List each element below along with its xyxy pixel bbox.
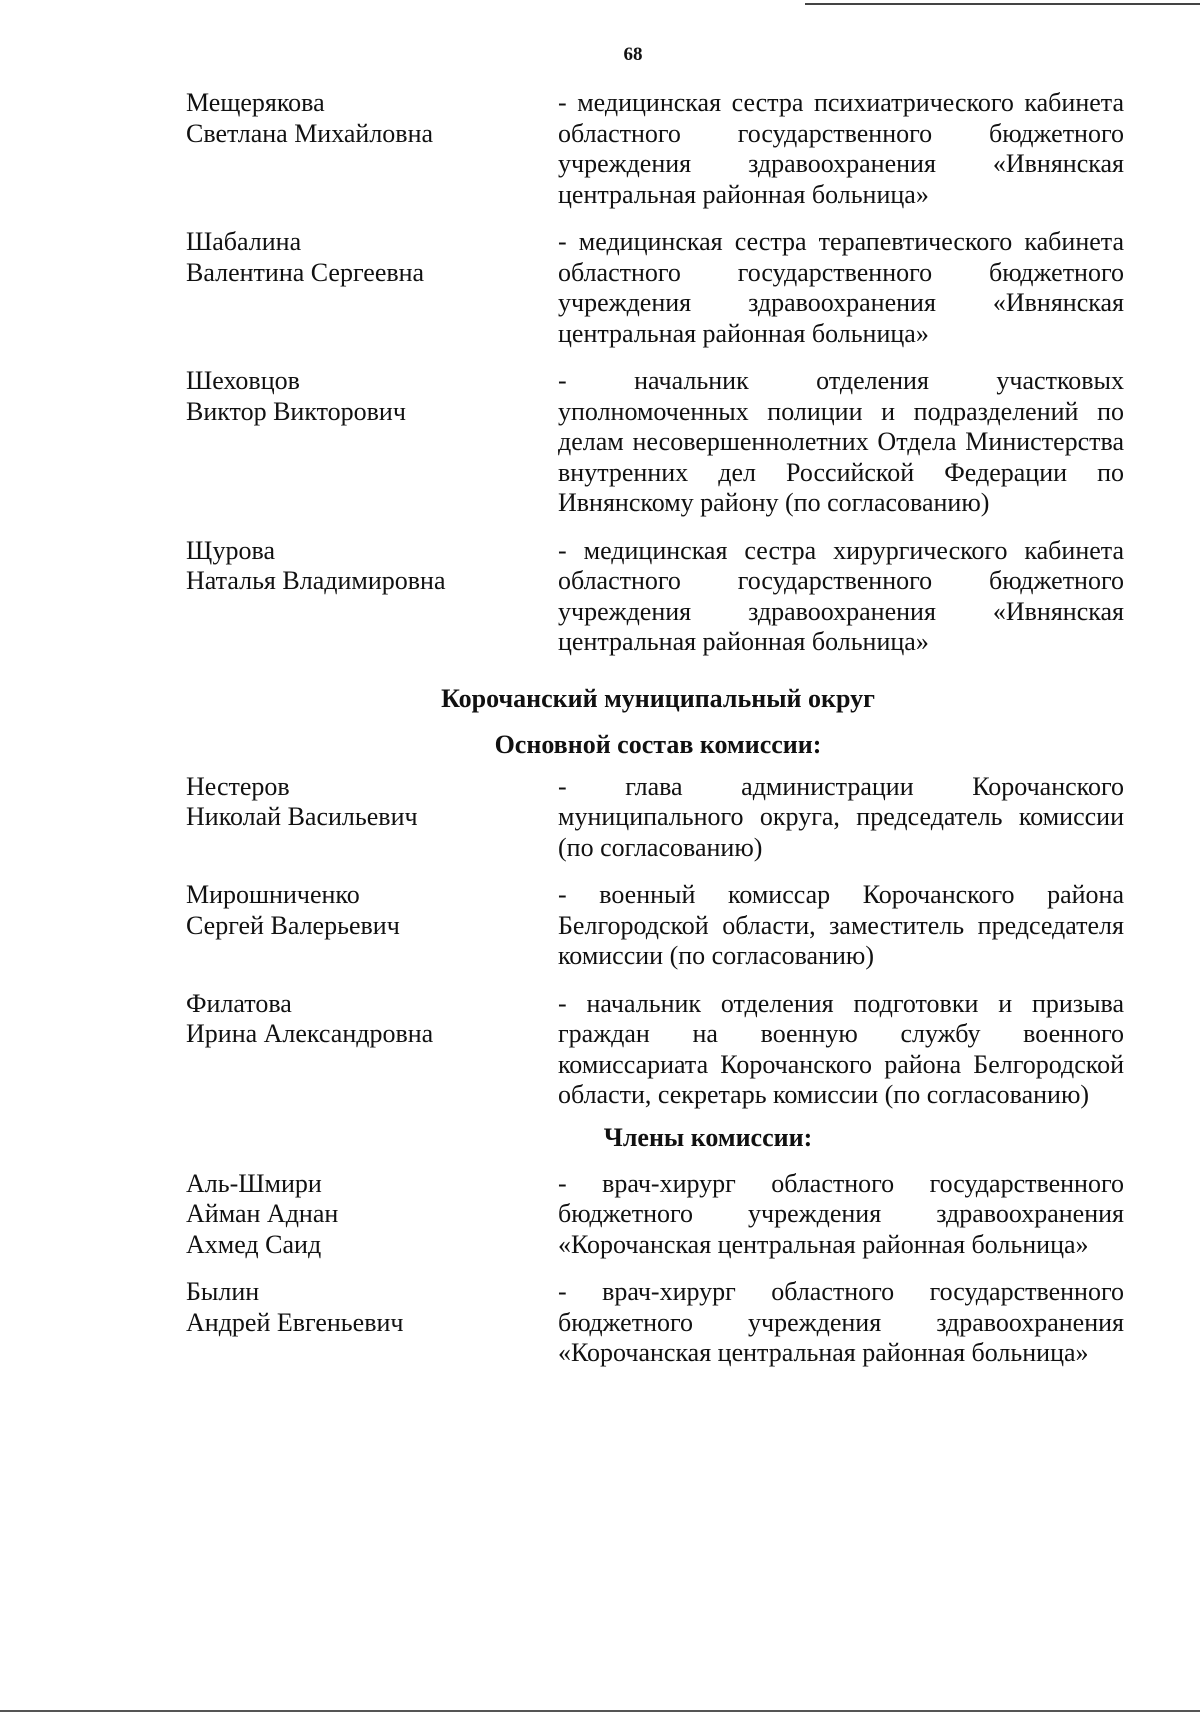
person-entry bbox=[186, 88, 1130, 210]
person-entry bbox=[186, 880, 1130, 972]
person-name: Аль-Шмири Айман Аднан Ахмед Саид bbox=[186, 1168, 339, 1259]
person-name: Шеховцов Виктор Викторович bbox=[186, 366, 406, 426]
person-name: Былин Андрей Евгеньевич bbox=[186, 1277, 404, 1337]
person-role: - медицинская сестра психиатрического кабинета областного государственного бюджетного учреждения здравоохранения «Ивнянская центральная районная больница» bbox=[558, 88, 1124, 209]
person-role: - военный комиссар Корочанского района Белгородской области, заместитель председателя комиссии (по согласованию) bbox=[558, 880, 1124, 970]
person-name: Щурова Наталья Владимировна bbox=[186, 535, 446, 595]
person-name: Филатова Ирина Александровна bbox=[186, 988, 434, 1048]
person-entry bbox=[186, 772, 1130, 864]
person-entry bbox=[186, 1277, 1130, 1369]
person-entry bbox=[186, 366, 1130, 519]
person-role: - медицинская сестра хирургического кабинета областного государственного бюджетного учреждения здравоохранения «Ивнянская центральная районная больница» bbox=[558, 535, 1124, 656]
person-name: Нестеров Николай Васильевич bbox=[186, 771, 418, 831]
person-entry bbox=[186, 227, 1130, 349]
person-role: - медицинская сестра терапевтического кабинета областного государственного бюджетного учреждения здравоохранения «Ивнянская центральная районная больница» bbox=[558, 227, 1124, 348]
scan-edge-top bbox=[805, 3, 1200, 5]
person-name: Мирошниченко Сергей Валерьевич bbox=[186, 880, 400, 940]
person-entry bbox=[186, 989, 1130, 1111]
person-role: - врач-хирург областного государственного бюджетного учреждения здравоохранения «Корочанская центральная районная больница» bbox=[558, 1277, 1124, 1367]
person-role: - начальник отделения подготовки и призыва граждан на военную службу военного комиссариата Корочанского района Белгородской области, секретарь комиссии (по согласованию) bbox=[558, 988, 1124, 1109]
main-composition-heading: Основной состав комиссии: bbox=[494, 729, 822, 759]
person-role: - начальник отделения участковых уполномоченных полиции и подразделений по делам несовершеннолетних Отдела Министерства внутренних дел Российской Федерации по Ивнянскому району (по согласованию) bbox=[558, 366, 1124, 517]
document-body bbox=[186, 88, 1130, 1369]
page-number: 68 bbox=[623, 44, 643, 65]
members-heading: Члены комиссии: bbox=[603, 1122, 813, 1152]
person-entry bbox=[186, 536, 1130, 658]
person-entry bbox=[186, 1169, 1130, 1261]
person-role: - врач-хирург областного государственного бюджетного учреждения здравоохранения «Корочанская центральная районная больница» bbox=[558, 1168, 1124, 1259]
person-name: Шабалина Валентина Сергеевна bbox=[186, 227, 425, 287]
person-role: - глава администрации Корочанского муниципального округа, председатель комиссии (по согласованию) bbox=[558, 771, 1124, 862]
person-name: Мещерякова Светлана Михайловна bbox=[186, 88, 434, 148]
district-heading: Корочанский муниципальный округ bbox=[441, 683, 875, 713]
scan-edge-bottom bbox=[0, 1710, 1200, 1712]
